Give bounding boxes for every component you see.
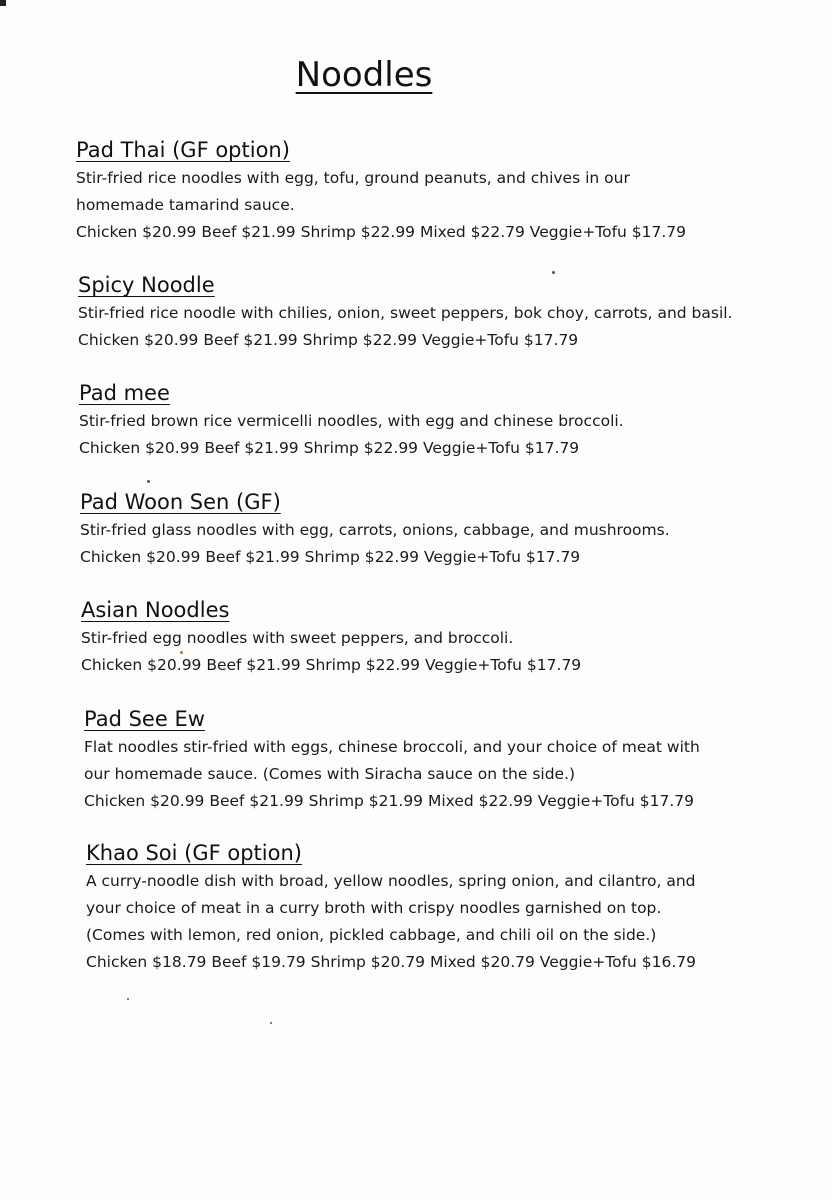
scan-speck [270, 1022, 272, 1024]
menu-item-description: Stir-fried egg noodles with sweet peppers, and broccoli. [81, 629, 514, 647]
menu-item-pad-see-ew [84, 706, 804, 815]
menu-item-description: Stir-fried rice noodles with egg, tofu, ground peanuts, and chives in our homemade tamarind sauce. [76, 169, 630, 214]
menu-item-description: Stir-fried brown rice vermicelli noodles, with egg and chinese broccoli. [79, 412, 624, 430]
menu-item-prices: Chicken $18.79 Beef $19.79 Shrimp $20.79 Mixed $20.79 Veggie+Tofu $16.79 [86, 953, 697, 971]
menu-item-description: A curry-noodle dish with broad, yellow noodles, spring onion, and cilantro, and your choice of meat in a curry broth with crispy noodles garnished on top. (Comes with lemon, red onion, pickled cabbage, and chili oil on the side.) [86, 872, 696, 944]
menu-title: Noodles [295, 55, 433, 95]
menu-item-description: Flat noodles stir-fried with eggs, chinese broccoli, and your choice of meat with our homemade sauce. (Comes with Siracha sauce on the side.) [84, 738, 700, 783]
scan-speck [552, 271, 555, 274]
menu-item-name: Pad See Ew [84, 707, 205, 731]
menu-item-pad-mee [79, 380, 799, 462]
menu-item-khao-soi [86, 840, 806, 976]
menu-item-name: Asian Noodles [81, 598, 230, 622]
scan-speck [180, 651, 183, 654]
menu-item-pad-woon-sen [80, 489, 800, 571]
menu-item-description: Stir-fried rice noodle with chilies, onion, sweet peppers, bok choy, carrots, and basil. [78, 304, 733, 322]
menu-item-pad-thai [76, 137, 796, 246]
scan-speck [127, 998, 129, 1000]
scan-speck [147, 480, 150, 483]
menu-item-asian-noodles [81, 597, 801, 679]
menu-item-prices: Chicken $20.99 Beef $21.99 Shrimp $22.99 Veggie+Tofu $17.79 [78, 331, 579, 349]
scan-corner-mark [0, 0, 6, 6]
menu-item-name: Khao Soi (GF option) [86, 841, 302, 865]
menu-item-prices: Chicken $20.99 Beef $21.99 Shrimp $22.99 Veggie+Tofu $17.79 [79, 439, 580, 457]
menu-item-name: Pad Thai (GF option) [76, 138, 290, 162]
menu-item-prices: Chicken $20.99 Beef $21.99 Shrimp $21.99 Mixed $22.99 Veggie+Tofu $17.79 [84, 792, 695, 810]
menu-item-name: Pad mee [79, 381, 170, 405]
menu-item-description: Stir-fried glass noodles with egg, carrots, onions, cabbage, and mushrooms. [80, 521, 670, 539]
menu-item-prices: Chicken $20.99 Beef $21.99 Shrimp $22.99 Veggie+Tofu $17.79 [80, 548, 581, 566]
menu-item-prices: Chicken $20.99 Beef $21.99 Shrimp $22.99 Veggie+Tofu $17.79 [81, 656, 582, 674]
menu-item-prices: Chicken $20.99 Beef $21.99 Shrimp $22.99 Mixed $22.79 Veggie+Tofu $17.79 [76, 223, 687, 241]
menu-item-name: Pad Woon Sen (GF) [80, 490, 281, 514]
menu-item-name: Spicy Noodle [78, 273, 215, 297]
menu-item-spicy-noodle [78, 272, 798, 354]
